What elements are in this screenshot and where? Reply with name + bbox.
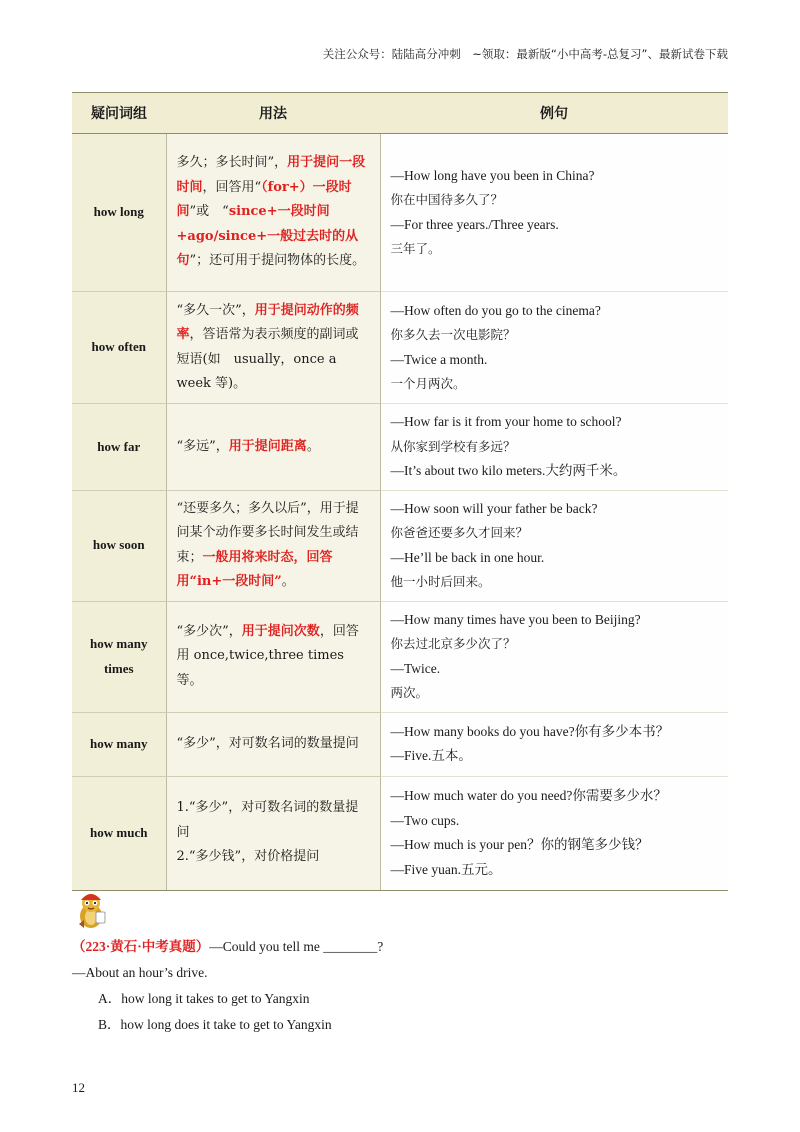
usage-highlight: 用于提问一段时间	[176, 155, 366, 195]
column-header-usage: 用法	[166, 93, 380, 134]
example-cell	[380, 292, 728, 404]
usage-text: 。	[281, 574, 295, 589]
example-sentence: —How long have you been in China?	[390, 167, 595, 183]
usage-cell	[166, 134, 380, 292]
usage-text: “还要多久；多久以后”，用于提问某个动作要多长时间发生或结束；	[176, 500, 359, 565]
usage-cell	[166, 292, 380, 404]
usage-cell	[166, 601, 380, 712]
question-phrase-cell: how soon	[72, 490, 166, 601]
question-source-tag: （223·黄石·中考真题）	[72, 939, 210, 954]
example-sentence: —How many times have you been to Beijing?	[390, 611, 641, 627]
question-stem: —Could you tell me ________?	[209, 939, 384, 954]
table-row	[72, 490, 728, 601]
cartoon-mascot-icon	[72, 890, 110, 930]
usage-cell	[166, 712, 380, 776]
example-cell	[380, 490, 728, 601]
option-a: A．how long it takes to get to Yangxin	[98, 991, 310, 1006]
example-sentence: 你多久去一次电影院？	[390, 327, 516, 342]
usage-cell	[166, 404, 380, 491]
example-sentence: —Five.五本。	[390, 748, 472, 763]
example-sentence: 你在中国待多久了？	[390, 192, 504, 207]
usage-text: “多少次”，	[176, 623, 242, 639]
usage-cell	[166, 490, 380, 601]
example-sentence: —For three years./Three years.	[390, 216, 559, 232]
table-row	[72, 292, 728, 404]
page-number: 12	[72, 1080, 85, 1095]
usage-text: “多远”，	[176, 438, 229, 454]
question-phrase-cell: how many	[72, 712, 166, 776]
example-cell	[380, 776, 728, 890]
usage-highlight: 一般用将来时态，回答用“in+一段时间”	[176, 549, 333, 589]
example-cell	[380, 404, 728, 491]
example-sentence: 两次。	[390, 685, 429, 700]
usage-highlight: 用于提问距离	[228, 438, 307, 454]
usage-text: “多久一次”，	[176, 302, 255, 318]
column-header-example: 例句	[380, 93, 728, 134]
usage-text: ，回答用“	[202, 179, 262, 195]
usage-highlight: 用于提问次数	[241, 623, 320, 639]
example-sentence: —Two cups.	[390, 812, 460, 828]
example-sentence: —How soon will your father be back?	[390, 500, 598, 516]
example-cell	[380, 134, 728, 292]
question-phrase-cell: how much	[72, 776, 166, 890]
usage-text: ，回答用 once,twice,three times 等。	[176, 623, 359, 688]
example-sentence: 从你家到学校有多远？	[390, 438, 516, 454]
example-cell	[380, 712, 728, 776]
example-sentence: —How much is your pen？你的钢笔多少钱？	[390, 837, 649, 852]
question-phrase-cell: how many times	[72, 601, 166, 712]
example-sentence: —How many books do you have?你有多少本书？	[390, 723, 670, 739]
question-phrase-cell: how long	[72, 134, 166, 292]
usage-highlight: （for+）一段时间	[176, 179, 352, 220]
example-sentence: —Twice.	[390, 660, 441, 676]
example-sentence: —Five yuan.五元。	[390, 861, 502, 877]
example-sentence: 他一小时后回来。	[390, 574, 491, 589]
example-sentence: —How far is it from your home to school?	[390, 414, 622, 429]
usage-text: 多久；多长时间”，	[176, 155, 288, 171]
example-sentence: —How often do you go to the cinema?	[390, 302, 601, 318]
question-reply: —About an hour’s drive.	[72, 965, 208, 980]
option-b: B．how long does it take to get to Yangxin	[98, 1017, 332, 1032]
usage-highlight: 用于提问动作的频率	[176, 302, 359, 342]
usage-text: ，答语常为表示频度的副词或短语(如 usually，once a week 等)。	[176, 327, 359, 391]
example-sentence: —Twice a month.	[390, 351, 488, 367]
example-sentence: —How much water do you need?你需要多少水？	[390, 788, 667, 803]
page-header: 关注公众号：陆陆高分冲刺 ~领取：最新版“小中高考-总复习”、最新试卷下载	[322, 47, 728, 61]
example-sentence: 你爸爸还要多久才回来？	[390, 525, 529, 540]
example-sentence: 你去过北京多少次了？	[390, 636, 516, 651]
usage-text: ”或 “	[189, 204, 229, 220]
question-phrase-cell: how often	[72, 292, 166, 404]
exam-question	[72, 934, 728, 1038]
question-phrase-cell: how far	[72, 404, 166, 491]
table-header-row	[72, 93, 728, 134]
example-sentence: —It’s about two kilo meters.大约两千米。	[390, 463, 627, 478]
table-row	[72, 134, 728, 292]
table-row	[72, 776, 728, 890]
example-cell	[380, 601, 728, 712]
question-stem-line	[72, 934, 728, 960]
usage-text: 2.“多少钱”，对价格提问	[176, 849, 320, 865]
column-header-phrase: 疑问词组	[72, 93, 166, 134]
table-row	[72, 712, 728, 776]
example-sentence: 一个月两次。	[390, 376, 466, 391]
usage-cell	[166, 776, 380, 890]
usage-text: 。	[306, 438, 320, 454]
example-sentence: —He’ll be back in one hour.	[390, 549, 545, 565]
table-row	[72, 601, 728, 712]
grammar-table	[72, 92, 728, 891]
usage-highlight: since+一段时间+ago/since+一般过去时的从句	[176, 204, 359, 269]
usage-text: “多少”，对可数名词的数量提问	[176, 735, 359, 751]
usage-text: 1.“多少”，对可数名词的数量提问	[176, 800, 359, 840]
usage-text: ”；还可用于提问物体的长度。	[189, 253, 366, 269]
example-sentence: 三年了。	[390, 241, 441, 256]
table-row	[72, 404, 728, 491]
